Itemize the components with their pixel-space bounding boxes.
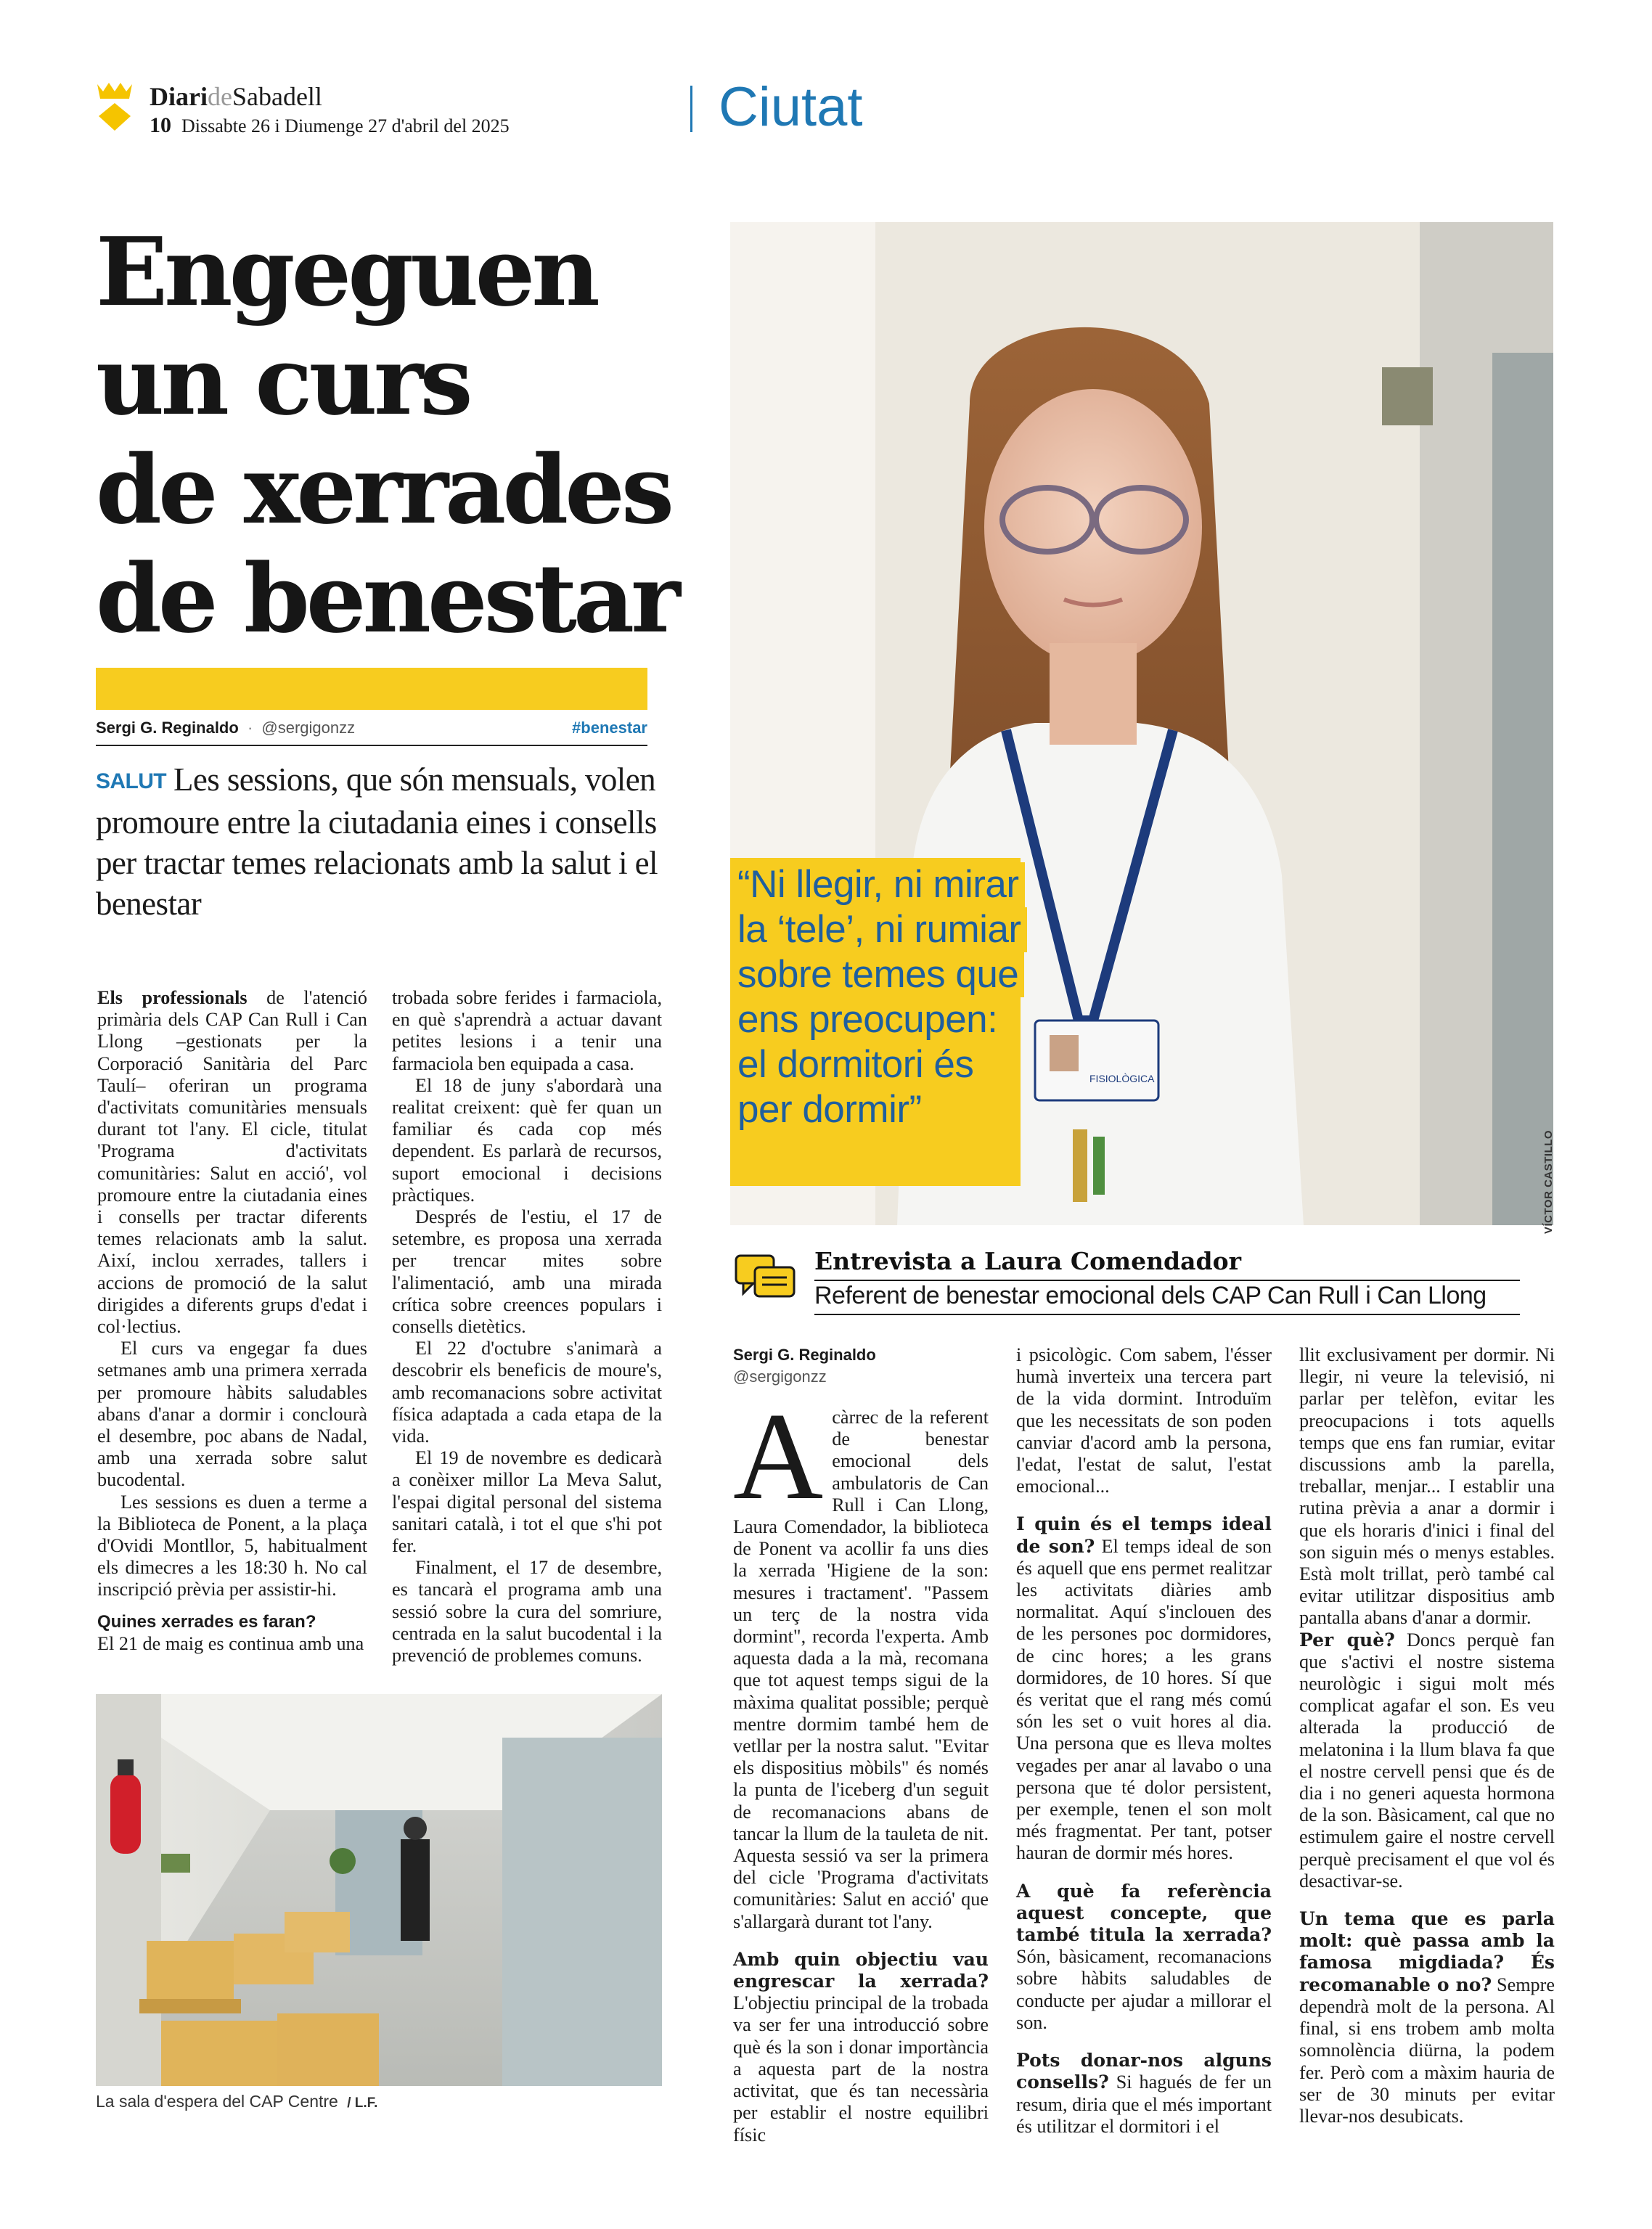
- byline-dot: ·: [247, 719, 253, 737]
- badge-text: FISIOLÒGICA: [1089, 1073, 1155, 1084]
- brand-sabadell: Sabadell: [232, 82, 322, 111]
- author-handle[interactable]: @sergigonzz: [261, 719, 356, 737]
- masthead: [93, 81, 746, 139]
- interview-answer: Doncs perquè fan que s'activi el nostre sistema neurològic i sigui molt més complicat agafar el son. Es veu alterada la producció de melatonina i la llum blava fa que el nostre cervell pensi que és de dia i no generi aquesta hormona de la son. Bàsicament, cal que no estimulem gaire el nostre cervell perquè precisament el que vol és desactivar-se.: [1299, 1629, 1555, 1891]
- article-paragraph: Després de l'estiu, el 17 de setembre, es proposa una xerrada per trencar mites sobre l'alimentació, amb una mirada crítica sobre creences populars i consells dietètics.: [392, 1206, 662, 1338]
- headline-line-1: Engeguen: [96, 216, 597, 327]
- intro-rest: de l'atenció primària dels CAP Can Rull i Can Llong –gestionats per la Corporació Sanitària del Parc Taulí– oferiran un programa d'activitats comunitàries mensuals durant tot l'any. El cicle, titulat 'Programa d'activitats comunitàries: Salut en acció', vol promoure entre la ciutadania eines i consells per tractar diferents temes relacionats amb la salut. Així, inclou xerrades, tallers i accions de promoció de la salut dirigides a diferents grups d'edat i col·lectius.: [97, 987, 367, 1338]
- byline: [96, 719, 647, 740]
- pullquote-line: la ‘tele’, ni rumiar: [737, 907, 1027, 952]
- interview-qa: [733, 1949, 989, 2146]
- dropcap: A: [733, 1388, 824, 1526]
- interview-question: Un tema que es parla molt: què passa amb la famosa migdiada? És recomanable o no?: [1299, 1908, 1555, 1995]
- article-paragraph: Les sessions es duen a terme a la Biblioteca de Ponent, a la plaça d'Ovidi Montllor, 5, habitualment els dimecres a les 18:30 h. No cal inscripció prèvia per assistir-hi.: [97, 1491, 367, 1600]
- headline-line-2: un curs: [96, 325, 470, 436]
- interview-subtitle: Referent de benestar emocional dels CAP Can Rull i Can Llong: [814, 1282, 1487, 1309]
- interview-qa: [1299, 1629, 1555, 1892]
- byline-rule: [96, 745, 647, 746]
- interview-question: Pots donar-nos alguns consells?: [1016, 2050, 1272, 2093]
- intro-bold: Els professionals: [97, 987, 248, 1008]
- interview-answer: Si hagués de fer un resum, diria que el més important és utilitzar el dormitori i el: [1016, 2071, 1272, 2137]
- interview-answer: Sempre dependrà molt de la persona. Al final, si ens trobem amb molta somnolència diürna, la podem fer. Però com a màxim hauria de ser de 30 minuts per evitar llevar-nos desubicats.: [1299, 1974, 1555, 2127]
- article-subhead: Quines xerrades es faran?: [97, 1611, 316, 1632]
- interview-column-1: [733, 1388, 989, 2146]
- article-paragraph: [97, 987, 367, 1338]
- interview-author: Sergi G. Reginaldo: [733, 1346, 876, 1364]
- lead-tag: SALUT: [96, 769, 166, 793]
- interview-answer: El temps ideal de son és aquell que ens permet realitzar les activitats diàries amb normalitat. Aquí s'inclouen des de les persones poc dormidores, de cinc hores; a les grans dormidores, de 10 hores. Sí que és veritat que el rang més comú són les set o vuit hores al dia. Una persona que es lleva moltes vegades per anar al lavabo o una persona que té dolor persistent, per exemple, tenen el son molt més fragmentat. Per tant, potser hauran de dormir més hores.: [1016, 1535, 1272, 1864]
- interview-title-rule: [814, 1280, 1520, 1281]
- interview-answer: L'objectiu principal de la trobada va ser fer una introducció sobre què és la son i donar importància a aquesta part de la nostra activitat, que és tan necessària per establir el nostre equilibri físic: [733, 1992, 989, 2146]
- article-paragraph: El 22 d'octubre s'animarà a descobrir els beneficis de moure's, amb recomanacions sobre activitat física adaptada a cada etapa de la vida.: [392, 1338, 662, 1447]
- headline: [96, 218, 706, 653]
- caption-credit: / L.F.: [347, 2095, 378, 2111]
- hashtag[interactable]: #benestar: [572, 719, 647, 737]
- article-paragraph: El 19 de novembre es dedicarà a conèixer millor La Meva Salut, l'espai digital personal del sistema sanitari català, i tot el que s'hi pot fer.: [392, 1447, 662, 1557]
- interview-qa: [1016, 2050, 1272, 2138]
- article-paragraph: Finalment, el 17 de desembre, es tancarà el programa amb una sessió sobre la cura del somriure, centrada en la salut bucodental i la prevenció de problemes comuns.: [392, 1557, 662, 1666]
- interview-paragraph: càrrec de la referent de benestar emocional dels ambulatoris de Can Rull i Can Llong, Laura Comendador, la biblioteca de Ponent va acollir fa uns dies la xerrada 'Higiene de la son: mesures i tractament'. "Passem un terç de la nostra vida dormint", recorda l'experta. Amb aquesta dada a la mà, recomana que tot aquest temps sigui de la màxima qualitat possible; perquè mentre dormim també hem de vetllar per la nostra salut. "Evitar els dispositius mòbils" és només la punta de l'iceberg d'un seguit de recomanacions abans de tancar la llum de la tauleta de nit. Aquesta sessió va ser la primera del cicle 'Programa d'activitats comunitàries: Salut en acció' que s'allargarà durant tot l'any.: [733, 1407, 989, 1932]
- waiting-room-illustration: [96, 1694, 662, 2086]
- interview-answer: Són, bàsicament, recomanacions sobre hàbits saludables de conducte per ajudar a millorar el son.: [1016, 1946, 1272, 2033]
- pullquote-text: [737, 862, 1173, 1132]
- diari-logo-icon: [93, 81, 136, 132]
- interview-subtitle-rule: [814, 1314, 1520, 1315]
- yellow-accent-bar: [96, 668, 647, 710]
- article-paragraph: El 21 de maig es continua amb una: [97, 1632, 364, 1654]
- interview-qa: [1016, 1881, 1272, 2034]
- page-number: 10: [150, 113, 171, 137]
- caption-text: La sala d'espera del CAP Centre: [96, 2092, 338, 2111]
- interview-column-2: [1016, 1344, 1272, 2138]
- pullquote-line: per dormir”: [737, 1087, 928, 1132]
- brand-de: de: [207, 82, 232, 111]
- pullquote-line: el dormitori és: [737, 1042, 979, 1087]
- interview-photo-credit: VÍCTOR CASTILLO: [1542, 1129, 1555, 1234]
- interview-qa: [1299, 1908, 1555, 2127]
- brand-diari: Diari: [150, 82, 208, 111]
- interview-question: Amb quin objectiu vau engrescar la xerrada?: [733, 1948, 989, 1992]
- interview-handle[interactable]: @sergigonzz: [733, 1367, 827, 1386]
- interview-paragraph: i psicològic. Com sabem, l'ésser humà inverteix una tercera part de la vida dormint. Introduïm que les necessitats de son poden canviar d'acord amb la persona, l'edat, l'estat de salut, l'estat emocional...: [1016, 1344, 1272, 1497]
- interview-title: Entrevista a Laura Comendador: [814, 1247, 1241, 1275]
- interview-byline: [733, 1344, 876, 1388]
- interview-qa: [1016, 1513, 1272, 1864]
- article-paragraph: El 18 de juny s'abordarà una realitat creixent: què fer quan un familiar és cada cop més dependent. Es parlarà de recursos, suport emocional i decisions pràctiques.: [392, 1074, 662, 1206]
- article-column-1: [97, 987, 367, 1655]
- interview-question: I quin és el temps ideal de son?: [1016, 1513, 1272, 1557]
- pullquote-line: sobre temes que: [737, 952, 1024, 997]
- pullquote-line: ens preocupen:: [737, 997, 1003, 1042]
- photo-caption: [96, 2092, 662, 2111]
- article-paragraph: trobada sobre ferides i farmaciola, en què s'aprendrà a actuar davant petites lesions i a tenir una farmaciola ben equipada a casa.: [392, 987, 662, 1074]
- interview-question: A què fa referència aquest concepte, que també titula la xerrada?: [1016, 1880, 1272, 1946]
- headline-line-4: de benestar: [96, 543, 677, 654]
- author-name: Sergi G. Reginaldo: [96, 719, 239, 737]
- pullquote-line: “Ni llegir, ni mirar: [737, 862, 1025, 907]
- article-column-2: [392, 987, 662, 1666]
- lead-text: Les sessions, que són mensuals, volen promoure entre la ciutadania eines i consells per tractar temes relacionats amb la salut i el benestar: [96, 761, 658, 922]
- headline-line-3: de xerrades: [96, 434, 671, 545]
- waiting-room-photo: [96, 1694, 662, 2086]
- section-title: Ciutat: [719, 76, 863, 138]
- lead-paragraph: [96, 759, 662, 924]
- chat-bubbles-icon: [733, 1253, 798, 1304]
- section-divider: [690, 86, 692, 132]
- interview-paragraph: llit exclusivament per dormir. Ni llegir, ni veure la televisió, ni parlar per telèfon, evitar les preocupacions i tots aquells temps que ens fan rumiar, evitar discussions amb la parella, treballar, menjar... I establir una rutina prèvia a anar a dormir i que els horaris d'inici i final del son siguin més o menys estables. Està molt trillat, però també cal evitar utilitzar dispositius amb pantalla abans d'anar a dormir.: [1299, 1344, 1555, 1629]
- issue-date: Dissabte 26 i Diumenge 27 d'abril del 2025: [181, 115, 510, 136]
- interview-question: Per què?: [1299, 1629, 1395, 1651]
- interview-column-3: [1299, 1344, 1555, 2127]
- article-paragraph: El curs va engegar fa dues setmanes amb una primera xerrada per promoure hàbits saludables abans d'anar a dormir i conclourà el desembre, poc abans de Nadal, amb una xerrada sobre salut bucodental.: [97, 1338, 367, 1491]
